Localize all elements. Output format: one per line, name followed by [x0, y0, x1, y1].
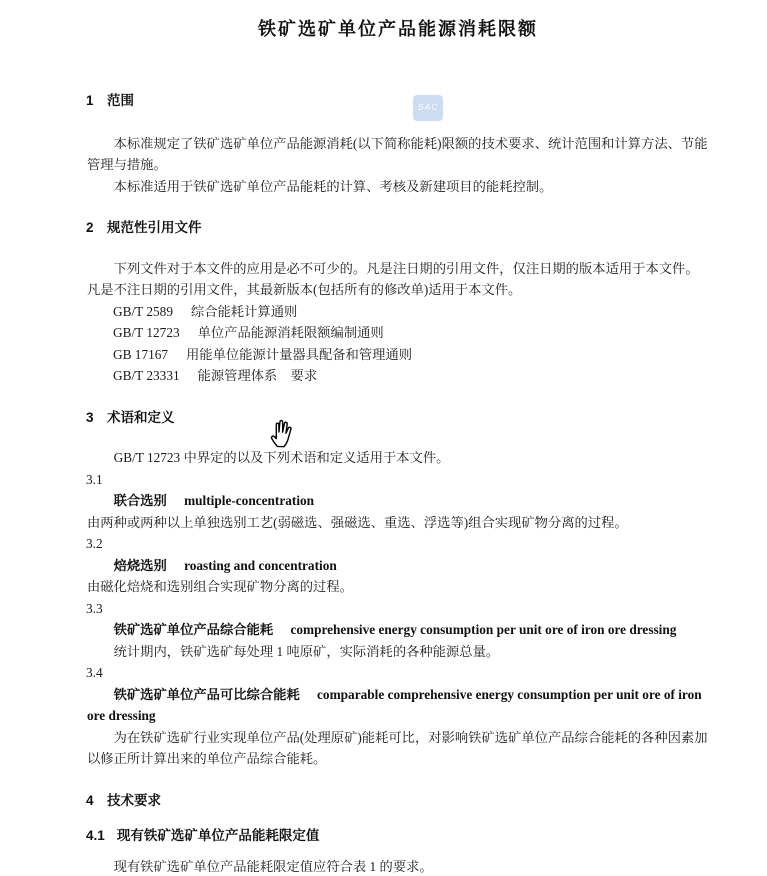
term-3-1-definition: 由两种或两种以上单独选别工艺(弱磁选、强磁选、重选、浮选等)组合实现矿物分离的过程。 — [87, 514, 628, 530]
section-2-paragraph-1: 下列文件对于本文件的应用是必不可少的。凡是注日期的引用文件，仅注日期的版本适用于本文件。凡是不注日期的引用文件，其最新版本(包括所有的修改单)适用于本文件。 — [87, 260, 699, 297]
normative-reference — [87, 301, 709, 323]
section-4-heading — [86, 790, 709, 812]
reference-code: GB/T 2589 — [113, 303, 173, 319]
term-3-4-number: 3.4 — [86, 665, 103, 680]
section-1-label: 范围 — [107, 93, 135, 108]
term-zh: 铁矿选矿单位产品综合能耗 — [113, 622, 274, 637]
section-1-heading — [86, 90, 709, 112]
section-1-paragraph-1: 本标准规定了铁矿选矿单位产品能源消耗(以下简称能耗)限额的技术要求、统计范围和计算方法、节能管理与措施。 — [87, 135, 708, 172]
section-3-number: 3 — [86, 409, 94, 425]
section-3-label: 术语和定义 — [107, 409, 175, 425]
reference-title: 综合能耗计算通则 — [190, 303, 298, 319]
section-4-label: 技术要求 — [107, 792, 162, 808]
term-3-3-heading — [87, 619, 709, 641]
reference-code: GB 17167 — [113, 346, 169, 362]
normative-reference — [87, 365, 709, 387]
term-3-1-heading — [87, 490, 709, 512]
term-zh: 联合选别 — [113, 493, 167, 508]
document-content — [0, 16, 767, 876]
term-3-3-number: 3.3 — [86, 600, 103, 616]
section-3-heading — [86, 407, 709, 429]
term-3-2-heading — [87, 555, 709, 577]
section-4-1-heading — [86, 825, 709, 847]
reference-title: 能源管理体系 要求 — [197, 368, 318, 383]
reference-code: GB/T 12723 — [113, 325, 180, 340]
normative-reference — [87, 322, 709, 344]
term-zh: 铁矿选矿单位产品可比综合能耗 — [113, 686, 300, 702]
term-en: comparable comprehensive energy consumption per unit ore of iron ore dressing — [87, 686, 702, 723]
section-4-1-number: 4.1 — [86, 828, 105, 843]
term-en: comprehensive energy consumption per unit ore of iron ore dressing — [290, 622, 677, 637]
section-4-number: 4 — [86, 792, 94, 808]
term-3-2-number: 3.2 — [86, 536, 103, 551]
section-3-intro: GB/T 12723 中界定的以及下列术语和定义适用于本文件。 — [113, 450, 450, 465]
term-3-4-heading — [87, 684, 709, 727]
reference-code: GB/T 23331 — [113, 368, 180, 383]
reference-title: 用能单位能源计量器具配备和管理通则 — [186, 346, 413, 362]
section-1-paragraph-2: 本标准适用于铁矿选矿单位产品能耗的计算、考核及新建项目的能耗控制。 — [113, 178, 553, 194]
section-2-number: 2 — [86, 220, 94, 235]
term-en: roasting and concentration — [184, 557, 337, 573]
section-1-number: 1 — [86, 93, 94, 108]
term-3-4-definition: 为在铁矿选矿行业实现单位产品(处理原矿)能耗可比，对影响铁矿选矿单位产品综合能耗的各种因素加以修正所计算出来的单位产品综合能耗。 — [87, 729, 708, 766]
section-2-heading — [86, 217, 709, 239]
sac-watermark-label: SAC — [417, 102, 439, 113]
reference-title: 单位产品能源消耗限额编制通则 — [197, 325, 384, 340]
section-4-1-paragraph: 现有铁矿选矿单位产品能耗限定值应符合表 1 的要求。 — [113, 858, 433, 874]
section-4-1-label: 现有铁矿选矿单位产品能耗限定值 — [116, 828, 320, 843]
term-en: multiple-concentration — [184, 493, 315, 508]
term-3-2-definition: 由磁化焙烧和选别组合实现矿物分离的过程。 — [87, 579, 353, 594]
term-3-3-definition: 统计期内，铁矿选矿每处理 1 吨原矿，实际消耗的各种能源总量。 — [113, 643, 500, 659]
term-3-1-number: 3.1 — [86, 471, 103, 487]
section-2-label: 规范性引用文件 — [107, 220, 202, 235]
page-title: 铁矿选矿单位产品能源消耗限额 — [258, 19, 538, 39]
normative-reference — [87, 344, 709, 366]
term-zh: 焙烧选别 — [113, 557, 167, 573]
